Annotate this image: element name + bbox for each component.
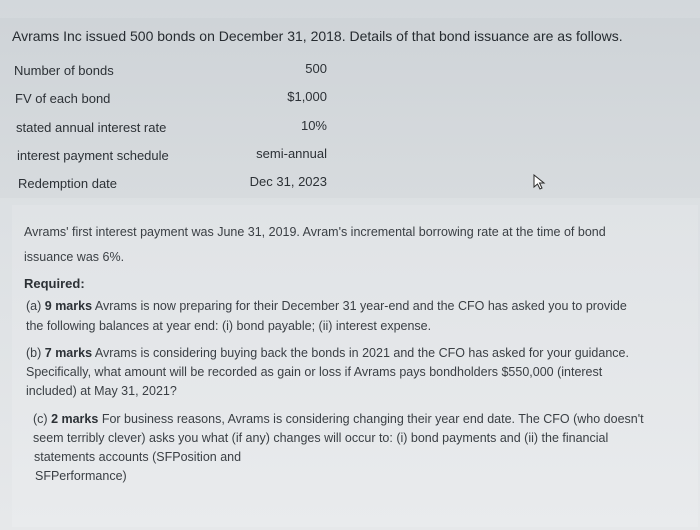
- question-a-line-2: the following balances at year end: (i) bond payable; (ii) interest expense.: [26, 319, 432, 333]
- question-a-line-1: [26, 298, 686, 315]
- intro-line-1: Avrams' first interest payment was June 31, 2019. Avram's incremental borrowing rate at the time of bond: [24, 225, 606, 239]
- detail-label-number-of-bonds: Number of bonds: [14, 63, 114, 78]
- question-c-line-1: [33, 411, 693, 428]
- bond-details-panel: [0, 18, 700, 198]
- mouse-pointer-icon: [533, 174, 547, 190]
- question-b-line-2: Specifically, what amount will be recorded as gain or loss if Avrams pays bondholders $550,000 (interest: [26, 365, 603, 379]
- intro-line-2: issuance was 6%.: [24, 250, 125, 264]
- question-b-text-1: Avrams is considering buying back the bonds in 2021 and the CFO has asked for your guidance.: [94, 346, 629, 360]
- question-c-prefix: (c): [33, 412, 48, 426]
- question-c-line-3: statements accounts (SFPosition and: [34, 450, 242, 464]
- detail-value-number-of-bonds: 500: [305, 61, 327, 76]
- question-b-marks: 7 marks: [44, 346, 93, 360]
- question-a-text-1: Avrams is now preparing for their December 31 year-end and the CFO has asked you to provide: [94, 299, 627, 313]
- detail-value-payment-schedule: semi-annual: [256, 146, 327, 161]
- question-b-prefix: (b): [26, 346, 42, 360]
- question-a-marks: 9 marks: [44, 299, 93, 313]
- question-c-line-2: seem terribly clever) asks you what (if any) changes will occur to: (i) bond payments and (ii) the financial: [33, 431, 609, 445]
- question-c-line-4: SFPerformance): [35, 469, 127, 483]
- question-b-line-3: included) at May 31, 2021?: [26, 384, 177, 398]
- detail-label-payment-schedule: interest payment schedule: [17, 148, 169, 163]
- detail-value-redemption-date: Dec 31, 2023: [249, 174, 327, 189]
- question-b-line-1: [26, 345, 686, 362]
- detail-value-interest-rate: 10%: [300, 118, 327, 133]
- detail-label-fv: FV of each bond: [15, 91, 111, 106]
- question-c-marks: 2 marks: [51, 412, 99, 426]
- detail-label-interest-rate: stated annual interest rate: [16, 120, 167, 135]
- detail-label-redemption-date: Redemption date: [18, 176, 118, 191]
- question-a-prefix: (a): [26, 299, 42, 313]
- headline: Avrams Inc issued 500 bonds on December 31, 2018. Details of that bond issuance are as follows.: [12, 28, 623, 44]
- required-heading: Required:: [24, 276, 85, 291]
- detail-value-fv: $1,000: [287, 89, 327, 104]
- question-c-text-1: For business reasons, Avrams is considering changing their year end date. The CFO (who doesn't: [101, 412, 644, 426]
